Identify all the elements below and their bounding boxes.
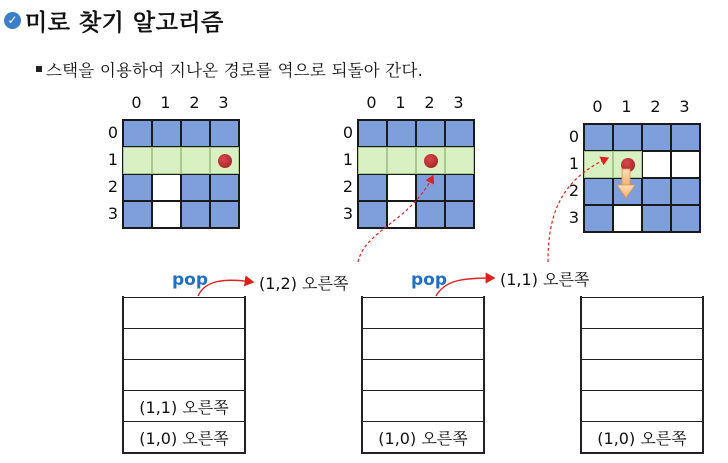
row-label: 0 bbox=[568, 127, 579, 146]
check-circle-icon: ✓ bbox=[4, 12, 21, 29]
row-label: 0 bbox=[107, 123, 118, 142]
pop-arrow-2 bbox=[436, 278, 494, 296]
stack-item: (1,0) 오른쪽 bbox=[363, 421, 483, 452]
row-label: 2 bbox=[107, 177, 118, 196]
move-label-1: (1,2) 오른쪽 bbox=[259, 274, 349, 293]
stack-item: (1,0) 오른쪽 bbox=[582, 421, 702, 452]
column-label: 3 bbox=[453, 93, 464, 112]
column-label: 0 bbox=[131, 93, 142, 112]
row-label: 1 bbox=[568, 154, 579, 173]
stack-item: (1,0) 오른쪽 bbox=[124, 421, 244, 452]
stack-item: (1,1) 오른쪽 bbox=[124, 390, 244, 421]
row-label: 1 bbox=[342, 150, 353, 169]
pop-label-1: pop bbox=[172, 270, 209, 290]
column-label: 2 bbox=[189, 93, 200, 112]
row-label: 3 bbox=[107, 204, 118, 223]
move-label-2: (1,1) 오른쪽 bbox=[500, 270, 590, 289]
row-label: 3 bbox=[342, 204, 353, 223]
column-label: 3 bbox=[218, 93, 229, 112]
column-label: 1 bbox=[395, 93, 406, 112]
column-label: 2 bbox=[424, 93, 435, 112]
dashed-arrow-2 bbox=[548, 158, 608, 262]
column-label: 0 bbox=[366, 93, 377, 112]
title-text: 미로 찾기 알고리즘 bbox=[25, 9, 224, 36]
down-arrow-icon bbox=[617, 169, 635, 198]
row-label: 1 bbox=[107, 150, 118, 169]
column-label: 1 bbox=[160, 93, 171, 112]
row-label: 0 bbox=[342, 123, 353, 142]
row-label: 2 bbox=[568, 181, 579, 200]
row-label: 3 bbox=[568, 208, 579, 227]
column-label: 1 bbox=[621, 97, 632, 116]
row-label: 2 bbox=[342, 177, 353, 196]
column-label: 3 bbox=[679, 97, 690, 116]
bullet-text: 스택을 이용하여 지나온 경로를 역으로 되돌아 간다. bbox=[46, 61, 424, 80]
pop-arrow-1 bbox=[198, 280, 253, 296]
column-label: 2 bbox=[650, 97, 661, 116]
pop-label-2: pop bbox=[411, 270, 448, 290]
column-label: 0 bbox=[592, 97, 603, 116]
dashed-arrow-1 bbox=[358, 176, 433, 262]
